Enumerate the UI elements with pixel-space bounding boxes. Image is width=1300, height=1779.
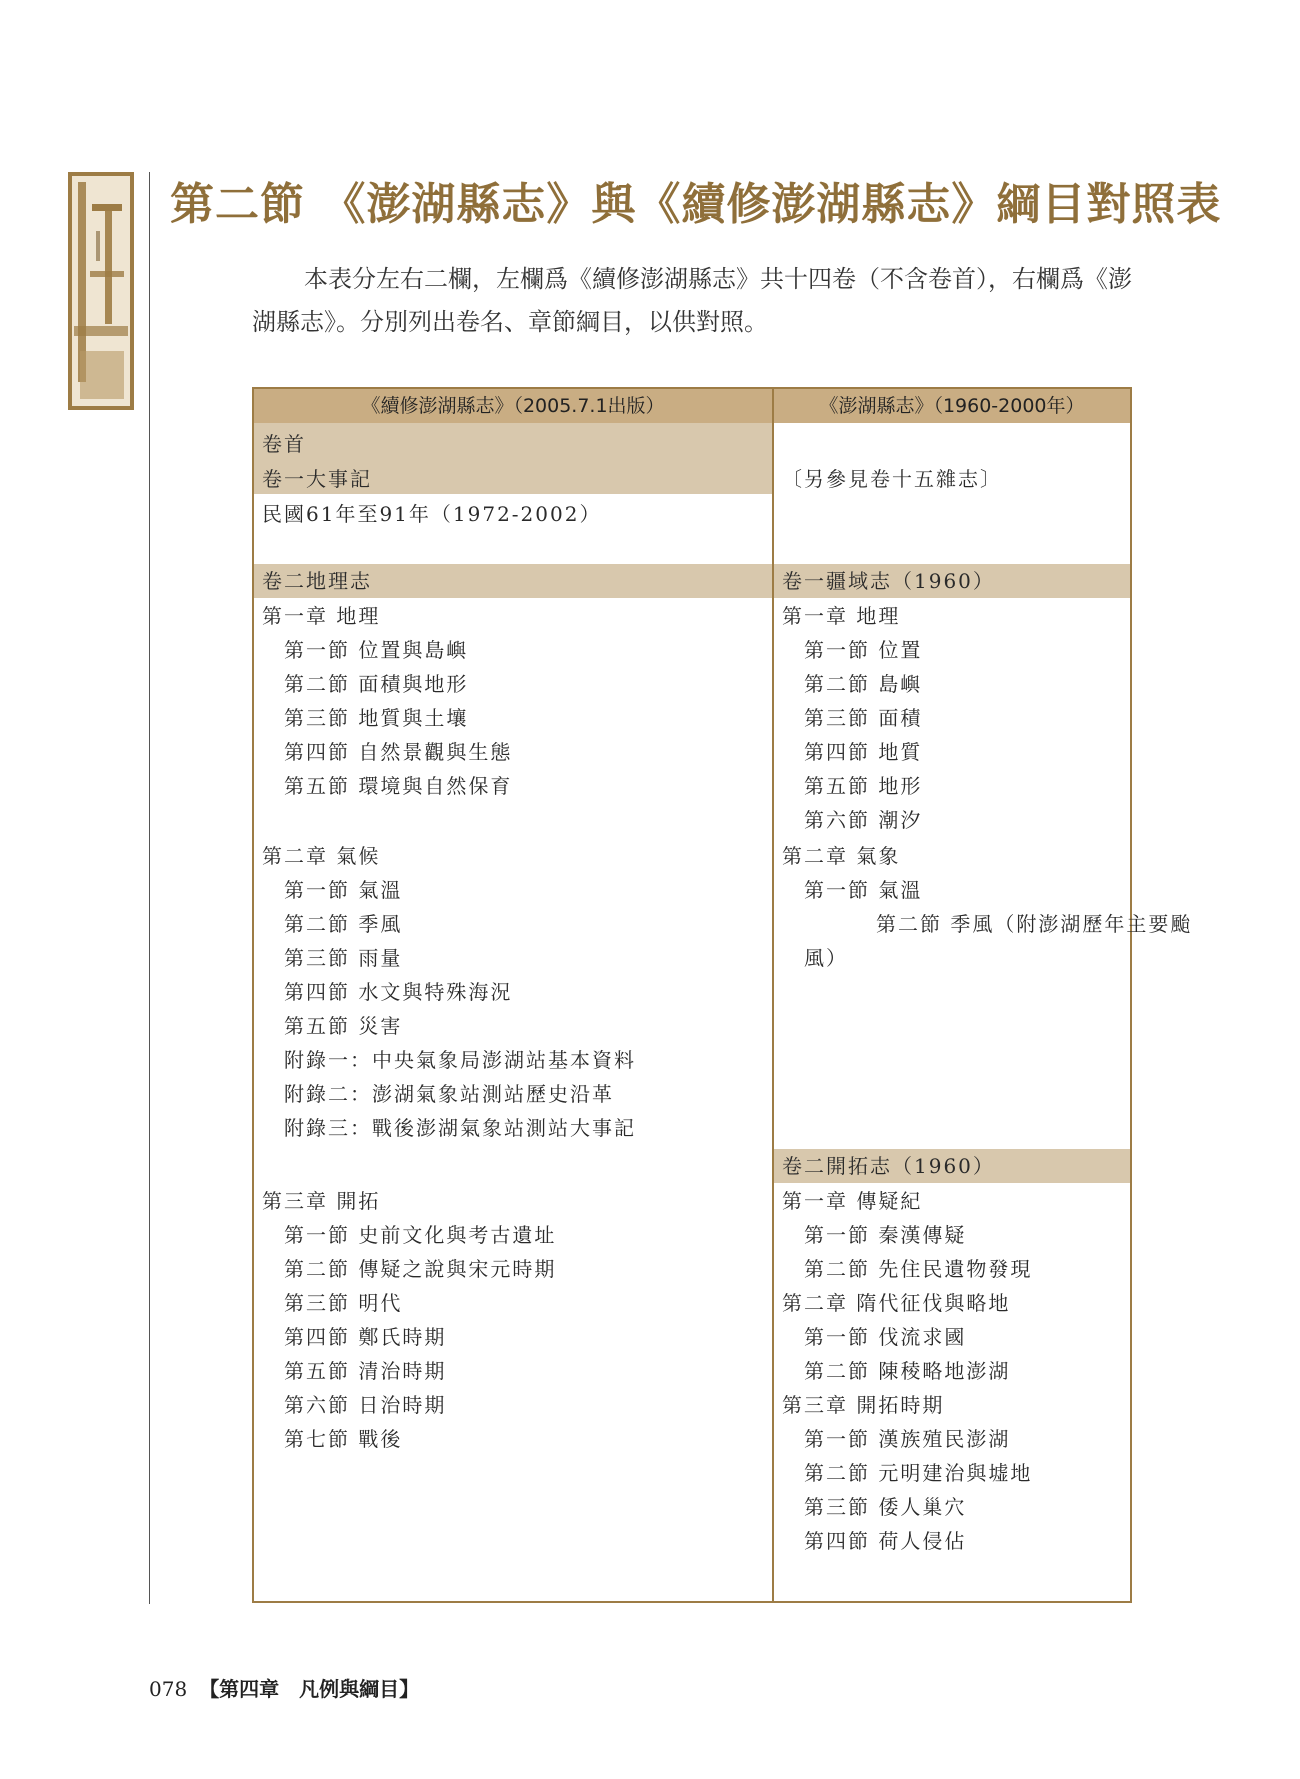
section-item-continued: 第二節 季風（附澎湖歷年主要颱	[876, 912, 1193, 936]
date-range: 民國61年至91年（1972-2002）	[262, 502, 602, 526]
section-item: 風）	[804, 946, 848, 970]
section-item: 第二節 面積與地形	[284, 672, 469, 696]
section-item: 第六節 日治時期	[284, 1393, 447, 1417]
right-top-section	[782, 462, 1002, 497]
section-item: 第三節 雨量	[284, 946, 403, 970]
volume-heading: 卷一大事記	[262, 467, 372, 491]
cross-reference: 〔另參見卷十五雜志〕	[782, 467, 1002, 491]
left-column-header: 《續修澎湖縣志》（2005.7.1出版）	[254, 389, 772, 423]
section-item: 第四節 荷人侵佔	[804, 1529, 967, 1553]
page-margin-rule	[149, 172, 150, 1604]
left-top-section	[262, 427, 601, 532]
section-item: 第六節 潮汐	[804, 808, 923, 832]
section-item: 第三節 地質與土壤	[284, 706, 469, 730]
section-item: 第一節 氣溫	[804, 878, 923, 902]
page-number: 078	[149, 1677, 188, 1701]
section-item: 第二節 季風	[284, 912, 403, 936]
page-footer	[149, 1673, 419, 1702]
left-pioneering-section	[262, 1184, 556, 1456]
volume-heading: 卷一疆域志（1960）	[782, 569, 995, 593]
volume-heading: 卷二開拓志（1960）	[782, 1154, 995, 1178]
appendix-item: 附錄一：中央氣象局澎湖站基本資料	[284, 1048, 636, 1072]
chapter-label: 【第四章 凡例與綱目】	[199, 1677, 420, 1701]
volume-heading: 卷二地理志	[262, 569, 372, 593]
section-item: 第五節 清治時期	[284, 1359, 447, 1383]
chapter-heading: 第二章 隋代征伐與略地	[782, 1291, 1011, 1315]
chapter-heading: 第三章 開拓	[262, 1189, 381, 1213]
page-title: 第二節 《澎湖縣志》與《續修澎湖縣志》綱目對照表	[170, 179, 1222, 230]
section-item: 第四節 自然景觀與生態	[284, 740, 513, 764]
left-geography-section	[262, 564, 636, 1145]
section-item: 第一節 史前文化與考古遺址	[284, 1223, 557, 1247]
section-item: 第四節 鄭氏時期	[284, 1325, 447, 1349]
chapter-heading: 第三章 開拓時期	[782, 1393, 945, 1417]
section-item: 第五節 災害	[284, 1014, 403, 1038]
section-item: 第一節 伐流求國	[804, 1325, 967, 1349]
section-item: 第三節 面積	[804, 706, 923, 730]
appendix-item: 附錄二：澎湖氣象站測站歷史沿革	[284, 1082, 614, 1106]
intro-paragraph: 本表分左右二欄，左欄爲《續修澎湖縣志》共十四卷（不含卷首），右欄爲《澎湖縣志》。分別列出卷名、章節綱目，以供對照。	[252, 265, 1132, 336]
section-item: 第一節 漢族殖民澎湖	[804, 1427, 1011, 1451]
section-item: 第一節 秦漢傳疑	[804, 1223, 967, 1247]
section-item: 第二節 島嶼	[804, 672, 923, 696]
column-divider	[772, 389, 774, 1601]
chapter-heading: 第二章 氣候	[262, 844, 381, 868]
chapter-heading: 第一章 傳疑紀	[782, 1189, 923, 1213]
chapter-heading: 第一章 地理	[782, 604, 901, 628]
right-column-header: 《澎湖縣志》（1960-2000年）	[774, 389, 1130, 423]
section-item: 第五節 環境與自然保育	[284, 774, 513, 798]
section-item: 第一節 位置與島嶼	[284, 638, 469, 662]
decorative-emblem	[68, 172, 134, 410]
comparison-table	[252, 387, 1193, 1603]
section-item: 第二節 陳稜略地澎湖	[804, 1359, 1011, 1383]
appendix-item: 附錄三：戰後澎湖氣象站測站大事記	[284, 1116, 636, 1140]
section-item: 第二節 先住民遺物發現	[804, 1257, 1033, 1281]
chapter-heading: 第一章 地理	[262, 604, 381, 628]
section-item: 第三節 倭人巢穴	[804, 1495, 967, 1519]
right-pioneering-section	[782, 1149, 1032, 1558]
section-item: 第七節 戰後	[284, 1427, 403, 1451]
section-item: 第四節 地質	[804, 740, 923, 764]
section-item: 第五節 地形	[804, 774, 923, 798]
right-territory-section	[782, 564, 1192, 975]
section-item: 第二節 傳疑之說與宋元時期	[284, 1257, 557, 1281]
section-item: 第三節 明代	[284, 1291, 403, 1315]
chapter-heading: 第二章 氣象	[782, 844, 901, 868]
section-item: 第二節 元明建治與墟地	[804, 1461, 1033, 1485]
section-item: 第一節 氣溫	[284, 878, 403, 902]
volume-heading: 卷首	[262, 432, 306, 456]
section-item: 第四節 水文與特殊海況	[284, 980, 513, 1004]
section-item: 第一節 位置	[804, 638, 923, 662]
brush-glyph-icon	[72, 176, 130, 406]
